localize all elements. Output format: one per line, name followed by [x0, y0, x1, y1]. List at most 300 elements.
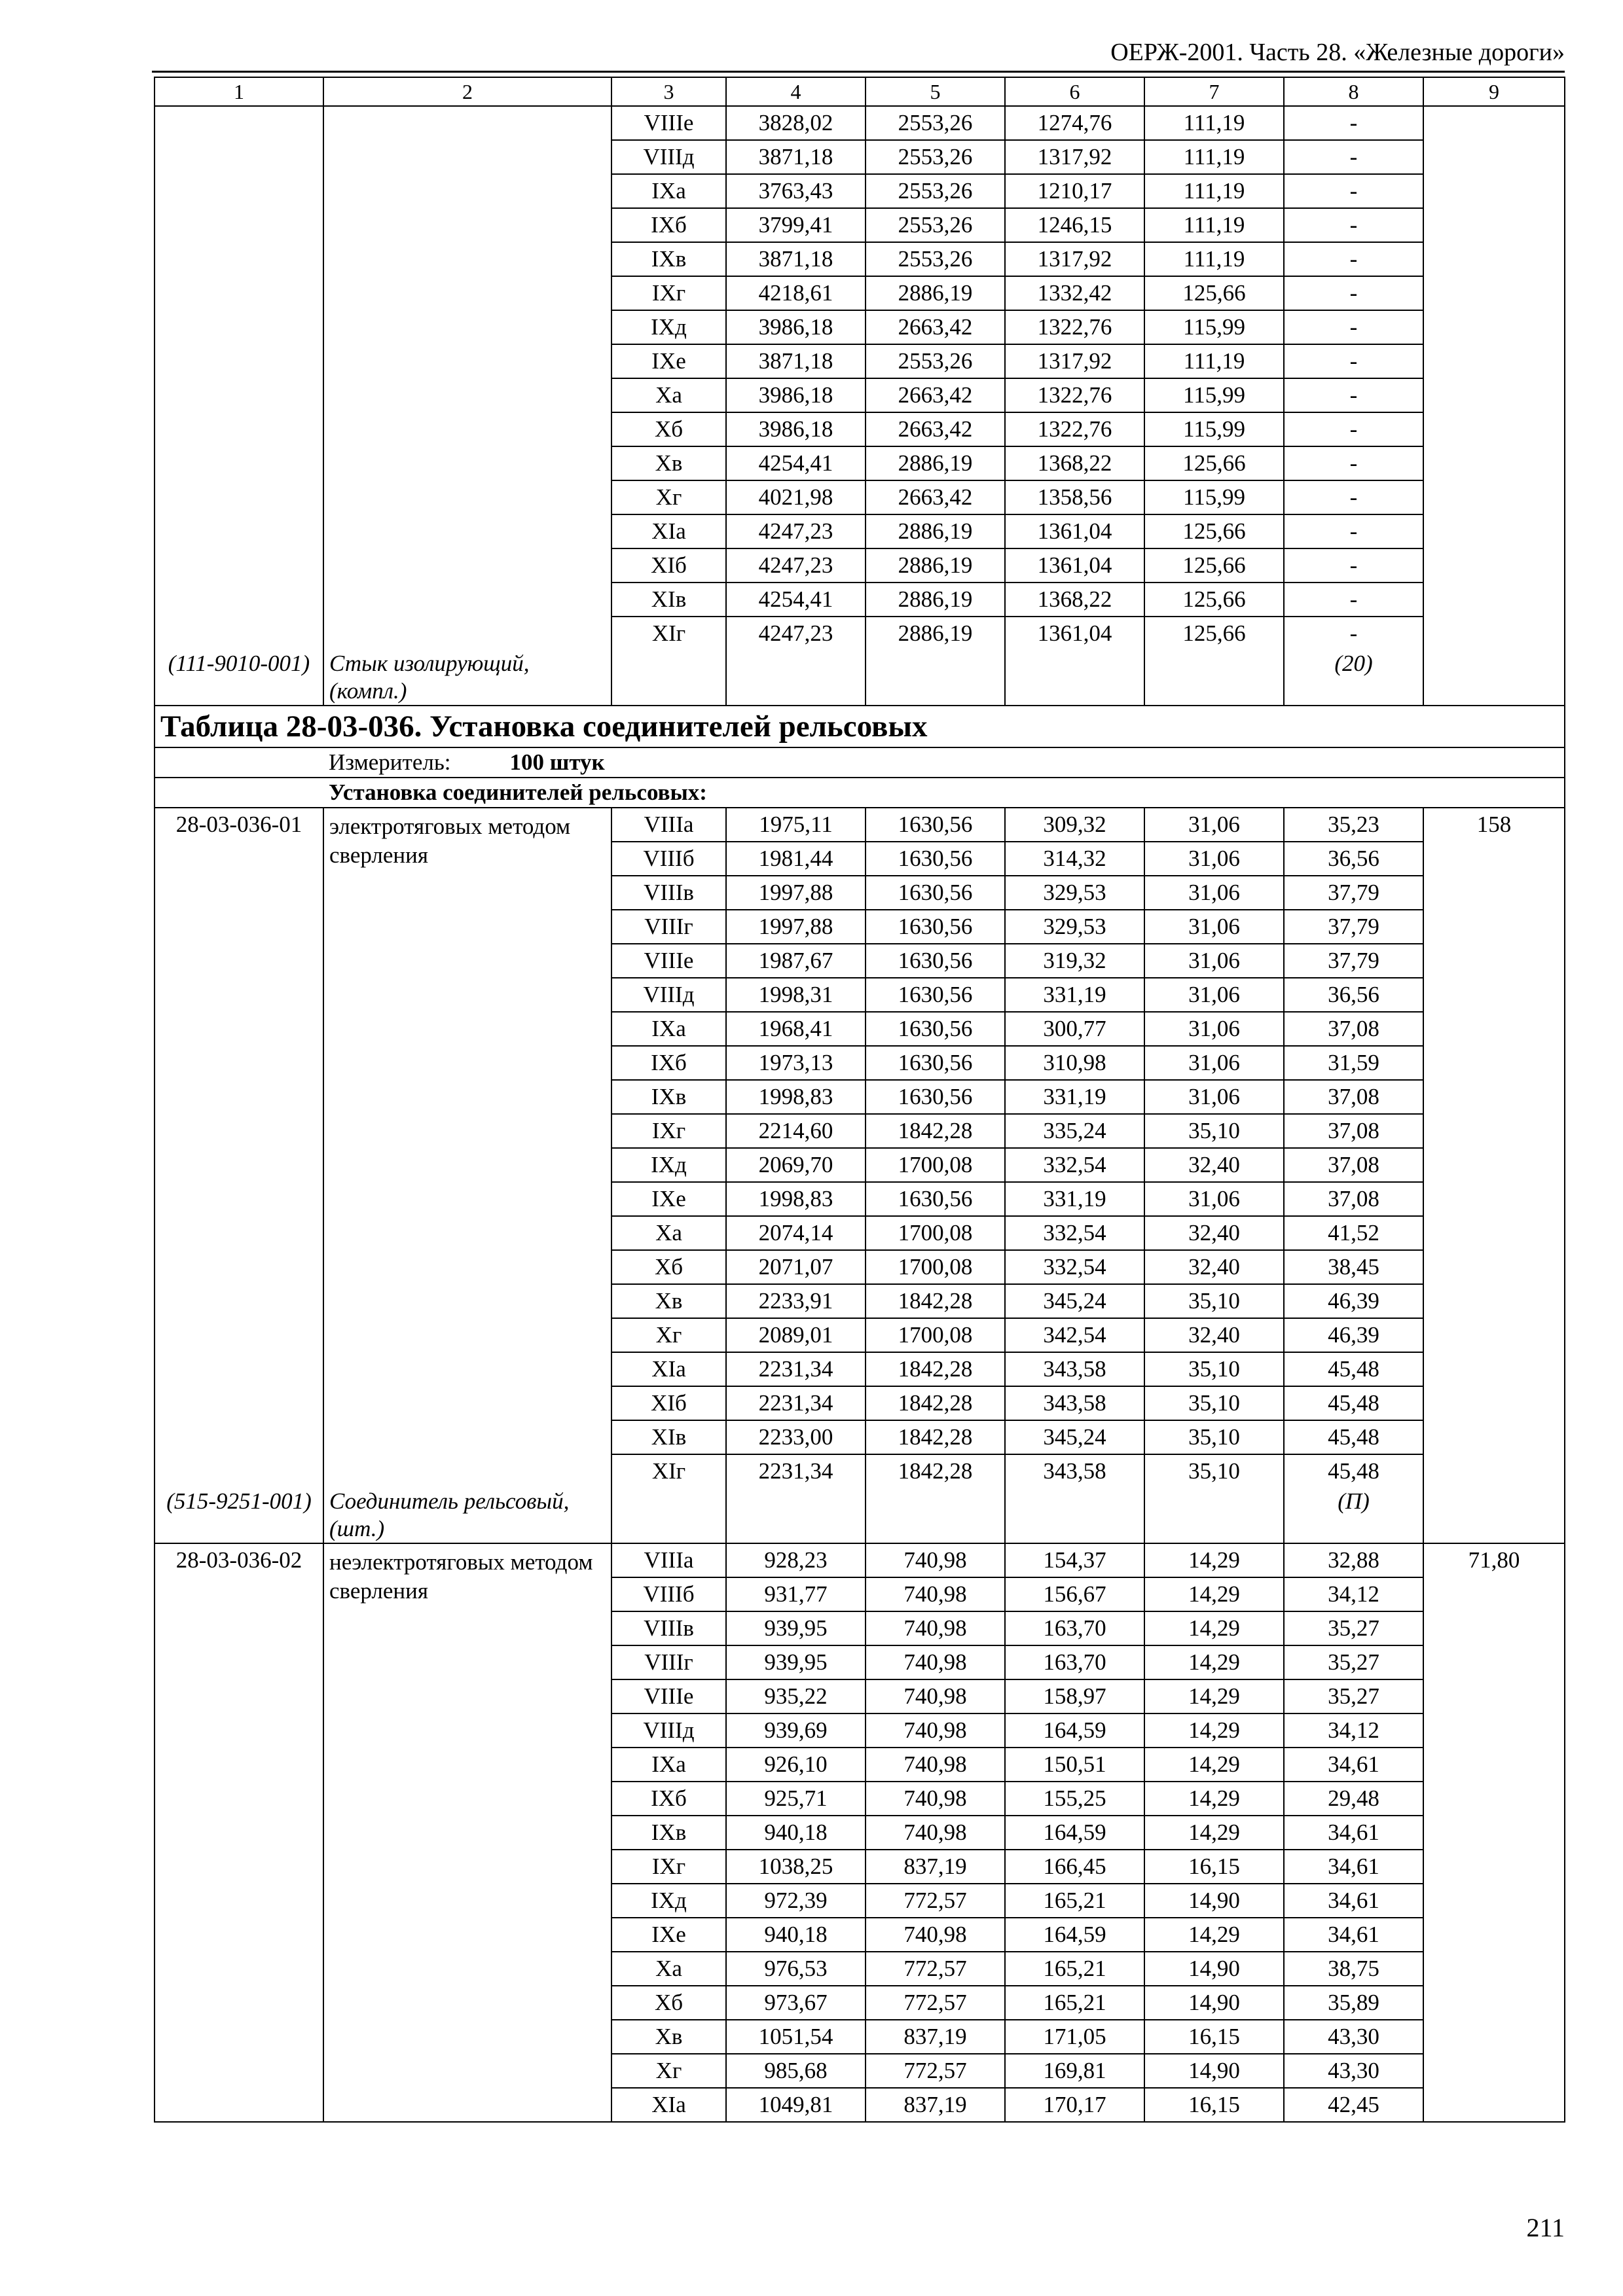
cell-c4: 2074,14	[726, 1216, 866, 1250]
cell-c5: 740,98	[866, 1918, 1005, 1952]
rate-description: неэлектротяговых методом сверления	[323, 1543, 611, 2122]
cell-c7: 14,29	[1144, 1918, 1284, 1952]
cell-c3: IXд	[611, 1884, 726, 1918]
cell-c3: Xг	[611, 480, 726, 514]
cell-c8: -	[1284, 548, 1423, 583]
cell-c7: 16,15	[1144, 2020, 1284, 2054]
column-number: 6	[1005, 77, 1144, 106]
cell-c7: 125,66	[1144, 617, 1284, 650]
cell-c7: 16,15	[1144, 2088, 1284, 2122]
cell-c5: 2553,26	[866, 140, 1005, 174]
cell-c8: 29,48	[1284, 1782, 1423, 1816]
cell-c3: VIIIе	[611, 1679, 726, 1713]
cell-c7: 31,06	[1144, 842, 1284, 876]
empty-cell	[611, 650, 726, 706]
measure-value: 100 штук	[509, 749, 605, 775]
cell-c7: 115,99	[1144, 378, 1284, 412]
table-row	[155, 808, 1565, 842]
cell-c6: 332,54	[1005, 1250, 1144, 1284]
cell-c8: 46,39	[1284, 1284, 1423, 1318]
section-row	[155, 778, 1565, 808]
cell-c7: 14,29	[1144, 1577, 1284, 1611]
cell-c6: 164,59	[1005, 1918, 1144, 1952]
cell-c3: IXд	[611, 1148, 726, 1182]
cell-c4: 3763,43	[726, 174, 866, 208]
cell-c4: 939,95	[726, 1645, 866, 1679]
cell-c8: 37,08	[1284, 1012, 1423, 1046]
cell-c5: 2553,26	[866, 174, 1005, 208]
column-number: 5	[866, 77, 1005, 106]
cell-c7: 31,06	[1144, 1012, 1284, 1046]
cell-c3: XIв	[611, 583, 726, 617]
cell-c4: 973,67	[726, 1986, 866, 2020]
cell-c5: 2886,19	[866, 276, 1005, 310]
measure-row	[155, 747, 1565, 778]
cell-c7: 125,66	[1144, 548, 1284, 583]
cell-c5: 2663,42	[866, 378, 1005, 412]
cell-c7: 14,29	[1144, 1679, 1284, 1713]
cell-c8: -	[1284, 140, 1423, 174]
cell-c3: Xг	[611, 2054, 726, 2088]
cell-c8: 31,59	[1284, 1046, 1423, 1080]
cell-c6: 165,21	[1005, 1952, 1144, 1986]
cell-c4: 3871,18	[726, 344, 866, 378]
cell-c6: 164,59	[1005, 1713, 1144, 1748]
cell-c6: 343,58	[1005, 1352, 1144, 1386]
cell-c8: -	[1284, 310, 1423, 344]
cell-c4: 1051,54	[726, 2020, 866, 2054]
cell-c7: 31,06	[1144, 944, 1284, 978]
cell-c5: 1630,56	[866, 1182, 1005, 1216]
cell-c6: 1358,56	[1005, 480, 1144, 514]
material-name: Стык изолирующий, (компл.)	[323, 650, 611, 706]
cell-c6: 156,67	[1005, 1577, 1144, 1611]
cell-c7: 111,19	[1144, 106, 1284, 140]
cell-c8: -	[1284, 446, 1423, 480]
cell-c7: 115,99	[1144, 480, 1284, 514]
cell-c6: 150,51	[1005, 1748, 1144, 1782]
cell-c6: 314,32	[1005, 842, 1144, 876]
cell-c7: 32,40	[1144, 1216, 1284, 1250]
cell-c4: 2214,60	[726, 1114, 866, 1148]
cell-c6: 310,98	[1005, 1046, 1144, 1080]
cell-c3: XIб	[611, 548, 726, 583]
cell-c7: 115,99	[1144, 310, 1284, 344]
cell-c5: 2553,26	[866, 208, 1005, 242]
rate-code: 28-03-036-01	[155, 808, 323, 1488]
empty-cell	[866, 650, 1005, 706]
cell-c7: 14,90	[1144, 1952, 1284, 1986]
cell-c5: 740,98	[866, 1611, 1005, 1645]
cell-c3: Xа	[611, 378, 726, 412]
code-cell	[155, 106, 323, 650]
cell-c7: 31,06	[1144, 1046, 1284, 1080]
cell-c6: 158,97	[1005, 1679, 1144, 1713]
measure-cell	[323, 747, 1565, 778]
cell-c8: 34,12	[1284, 1713, 1423, 1748]
cell-c4: 3986,18	[726, 310, 866, 344]
cell-c6: 1322,76	[1005, 310, 1144, 344]
cell-c8: 32,88	[1284, 1543, 1423, 1577]
cell-c8: 35,27	[1284, 1679, 1423, 1713]
cell-c8: 45,48	[1284, 1454, 1423, 1488]
cell-c5: 1630,56	[866, 842, 1005, 876]
cell-c4: 3871,18	[726, 140, 866, 174]
cell-c4: 1968,41	[726, 1012, 866, 1046]
cell-c8: 34,61	[1284, 1748, 1423, 1782]
cell-c7: 111,19	[1144, 174, 1284, 208]
cell-c8: 37,79	[1284, 910, 1423, 944]
cell-c3: Xа	[611, 1952, 726, 1986]
section-heading: Установка соединителей рельсовых:	[323, 778, 1565, 808]
cell-c3: VIIIб	[611, 842, 726, 876]
cell-c6: 1368,22	[1005, 446, 1144, 480]
cell-c8: 35,23	[1284, 808, 1423, 842]
cell-c8: 34,61	[1284, 1816, 1423, 1850]
cell-c8: 35,27	[1284, 1645, 1423, 1679]
cell-c5: 1842,28	[866, 1114, 1005, 1148]
cell-c5: 772,57	[866, 1884, 1005, 1918]
cell-c5: 2663,42	[866, 480, 1005, 514]
cell-c4: 1997,88	[726, 910, 866, 944]
empty-cell	[726, 650, 866, 706]
cell-c6: 309,32	[1005, 808, 1144, 842]
cell-c5: 2663,42	[866, 310, 1005, 344]
measure-blank	[155, 747, 323, 778]
cell-c8: 45,48	[1284, 1420, 1423, 1454]
cell-c4: 1975,11	[726, 808, 866, 842]
cell-c3: Xб	[611, 1986, 726, 2020]
cell-c6: 1317,92	[1005, 344, 1144, 378]
cell-c5: 1842,28	[866, 1454, 1005, 1488]
cell-c6: 1332,42	[1005, 276, 1144, 310]
cell-c5: 1700,08	[866, 1250, 1005, 1284]
cell-c6: 343,58	[1005, 1386, 1144, 1420]
cell-c7: 14,29	[1144, 1748, 1284, 1782]
cell-c3: IXб	[611, 1782, 726, 1816]
cell-c3: VIIIг	[611, 910, 726, 944]
cell-c6: 329,53	[1005, 910, 1144, 944]
cell-c5: 1630,56	[866, 808, 1005, 842]
cell-c3: XIа	[611, 514, 726, 548]
cell-c4: 1981,44	[726, 842, 866, 876]
cell-c4: 4247,23	[726, 514, 866, 548]
cell-c8: -	[1284, 514, 1423, 548]
rate-code: 28-03-036-02	[155, 1543, 323, 2122]
cell-c6: 165,21	[1005, 1986, 1144, 2020]
empty-cell	[1144, 650, 1284, 706]
cell-c5: 2553,26	[866, 106, 1005, 140]
column-number: 3	[611, 77, 726, 106]
cell-c3: Xв	[611, 446, 726, 480]
cell-c8: 38,75	[1284, 1952, 1423, 1986]
header-rule	[152, 71, 1565, 73]
cell-c8: 36,56	[1284, 842, 1423, 876]
cell-c4: 931,77	[726, 1577, 866, 1611]
cell-c4: 2089,01	[726, 1318, 866, 1352]
cell-c4: 4218,61	[726, 276, 866, 310]
cell-c7: 14,90	[1144, 1986, 1284, 2020]
cell-c7: 31,06	[1144, 978, 1284, 1012]
cell-c4: 4254,41	[726, 446, 866, 480]
cell-c7: 35,10	[1144, 1420, 1284, 1454]
cell-c6: 300,77	[1005, 1012, 1144, 1046]
cell-c6: 342,54	[1005, 1318, 1144, 1352]
cell-c3: IXг	[611, 1850, 726, 1884]
cell-c9: 158	[1423, 808, 1565, 1543]
cell-c6: 171,05	[1005, 2020, 1144, 2054]
cell-c8: -	[1284, 617, 1423, 650]
cell-c5: 1630,56	[866, 1046, 1005, 1080]
cell-c8: 37,79	[1284, 876, 1423, 910]
cell-c4: 2069,70	[726, 1148, 866, 1182]
cell-c6: 343,58	[1005, 1454, 1144, 1488]
empty-cell	[611, 1488, 726, 1543]
cell-c7: 14,29	[1144, 1782, 1284, 1816]
cell-c8: 34,61	[1284, 1884, 1423, 1918]
cell-c5: 740,98	[866, 1748, 1005, 1782]
cell-c8: 46,39	[1284, 1318, 1423, 1352]
cell-c3: IXв	[611, 1080, 726, 1114]
cell-c8: -	[1284, 480, 1423, 514]
cell-c8: 45,48	[1284, 1386, 1423, 1420]
column-number-row	[155, 77, 1565, 106]
cell-c4: 2231,34	[726, 1454, 866, 1488]
cell-c5: 1630,56	[866, 978, 1005, 1012]
cell-c3: VIIIг	[611, 1645, 726, 1679]
cell-c5: 2886,19	[866, 446, 1005, 480]
cell-c3: IXг	[611, 276, 726, 310]
cell-c3: IXа	[611, 1012, 726, 1046]
cell-c6: 1210,17	[1005, 174, 1144, 208]
cell-c4: 935,22	[726, 1679, 866, 1713]
cell-c3: Xг	[611, 1318, 726, 1352]
column-number: 1	[155, 77, 323, 106]
table-row	[155, 106, 1565, 140]
cell-c3: IXа	[611, 174, 726, 208]
rates-table	[154, 77, 1565, 2123]
cell-c6: 1322,76	[1005, 378, 1144, 412]
cell-c4: 2233,00	[726, 1420, 866, 1454]
cell-c8: 43,30	[1284, 2054, 1423, 2088]
cell-c8: 34,12	[1284, 1577, 1423, 1611]
cell-c6: 1322,76	[1005, 412, 1144, 446]
table-title: Таблица 28-03-036. Установка соединителей рельсовых	[155, 706, 1565, 747]
empty-cell	[1005, 1488, 1144, 1543]
cell-c4: 939,69	[726, 1713, 866, 1748]
cell-c4: 2071,07	[726, 1250, 866, 1284]
cell-c3: IXе	[611, 344, 726, 378]
cell-c4: 1998,83	[726, 1182, 866, 1216]
cell-c3: Xа	[611, 1216, 726, 1250]
column-number: 8	[1284, 77, 1423, 106]
cell-c3: IXе	[611, 1182, 726, 1216]
empty-cell	[1005, 650, 1144, 706]
cell-c5: 740,98	[866, 1713, 1005, 1748]
cell-c8: -	[1284, 106, 1423, 140]
material-row	[155, 650, 1565, 706]
cell-c7: 35,10	[1144, 1352, 1284, 1386]
cell-c8: -	[1284, 344, 1423, 378]
cell-c7: 16,15	[1144, 1850, 1284, 1884]
cell-c8: 34,61	[1284, 1918, 1423, 1952]
cell-c6: 329,53	[1005, 876, 1144, 910]
cell-c3: VIIIе	[611, 944, 726, 978]
cell-c6: 1368,22	[1005, 583, 1144, 617]
cell-c5: 1700,08	[866, 1216, 1005, 1250]
cell-c8: 45,48	[1284, 1352, 1423, 1386]
cell-c3: Xв	[611, 1284, 726, 1318]
cell-c7: 35,10	[1144, 1284, 1284, 1318]
cell-c7: 32,40	[1144, 1148, 1284, 1182]
cell-c3: XIв	[611, 1420, 726, 1454]
cell-c7: 14,90	[1144, 1884, 1284, 1918]
cell-c4: 939,95	[726, 1611, 866, 1645]
cell-c3: XIг	[611, 1454, 726, 1488]
cell-c3: IXе	[611, 1918, 726, 1952]
cell-c6: 345,24	[1005, 1284, 1144, 1318]
cell-c7: 31,06	[1144, 1182, 1284, 1216]
material-code: (111-9010-001)	[155, 650, 323, 706]
cell-c5: 1700,08	[866, 1318, 1005, 1352]
cell-c7: 125,66	[1144, 514, 1284, 548]
cell-c6: 1317,92	[1005, 242, 1144, 276]
material-row	[155, 1488, 1565, 1543]
cell-c4: 972,39	[726, 1884, 866, 1918]
empty-cell	[866, 1488, 1005, 1543]
cell-c6: 1361,04	[1005, 617, 1144, 650]
cell-c7: 125,66	[1144, 276, 1284, 310]
cell-c8: 35,89	[1284, 1986, 1423, 2020]
cell-c7: 14,90	[1144, 2054, 1284, 2088]
cell-c7: 35,10	[1144, 1454, 1284, 1488]
material-name: Соединитель рельсовый, (шт.)	[323, 1488, 611, 1543]
cell-c5: 2663,42	[866, 412, 1005, 446]
cell-c8: 38,45	[1284, 1250, 1423, 1284]
cell-c3: VIIIд	[611, 978, 726, 1012]
cell-c5: 740,98	[866, 1577, 1005, 1611]
cell-c6: 1274,76	[1005, 106, 1144, 140]
desc-cell	[323, 106, 611, 650]
cell-c7: 111,19	[1144, 208, 1284, 242]
cell-c5: 1630,56	[866, 876, 1005, 910]
cell-c6: 166,45	[1005, 1850, 1144, 1884]
cell-c5: 1630,56	[866, 1080, 1005, 1114]
cell-c4: 976,53	[726, 1952, 866, 1986]
cell-c8: 34,61	[1284, 1850, 1423, 1884]
cell-c8: -	[1284, 208, 1423, 242]
material-value: (П)	[1284, 1488, 1423, 1543]
cell-c3: VIIIв	[611, 876, 726, 910]
cell-c4: 4247,23	[726, 617, 866, 650]
cell-c4: 3986,18	[726, 412, 866, 446]
cell-c3: VIIIа	[611, 1543, 726, 1577]
cell-c6: 331,19	[1005, 978, 1144, 1012]
column-number: 7	[1144, 77, 1284, 106]
cell-c8: 43,30	[1284, 2020, 1423, 2054]
cell-c5: 2886,19	[866, 617, 1005, 650]
cell-c6: 1246,15	[1005, 208, 1144, 242]
cell-c6: 319,32	[1005, 944, 1144, 978]
cell-c7: 14,29	[1144, 1645, 1284, 1679]
cell-c8: 35,27	[1284, 1611, 1423, 1645]
cell-c3: IXв	[611, 1816, 726, 1850]
cell-c6: 335,24	[1005, 1114, 1144, 1148]
cell-c5: 1630,56	[866, 910, 1005, 944]
cell-c8: -	[1284, 174, 1423, 208]
cell-c3: IXа	[611, 1748, 726, 1782]
cell-c7: 115,99	[1144, 412, 1284, 446]
empty-cell	[726, 1488, 866, 1543]
measure-label: Измеритель:	[329, 749, 451, 775]
cell-c4: 2231,34	[726, 1352, 866, 1386]
cell-c5: 2886,19	[866, 583, 1005, 617]
cell-c4: 3828,02	[726, 106, 866, 140]
cell-c8: -	[1284, 378, 1423, 412]
material-code: (515-9251-001)	[155, 1488, 323, 1543]
cell-c7: 35,10	[1144, 1114, 1284, 1148]
cell-c5: 1630,56	[866, 1012, 1005, 1046]
cell-c5: 1842,28	[866, 1352, 1005, 1386]
cell-c4: 1038,25	[726, 1850, 866, 1884]
rate-description: электротяговых методом сверления	[323, 808, 611, 1488]
cell-c4: 1998,83	[726, 1080, 866, 1114]
cell-c7: 31,06	[1144, 808, 1284, 842]
cell-c7: 32,40	[1144, 1250, 1284, 1284]
cell-c3: VIIIа	[611, 808, 726, 842]
cell-c6: 163,70	[1005, 1645, 1144, 1679]
column-number: 2	[323, 77, 611, 106]
cell-c5: 2553,26	[866, 344, 1005, 378]
cell-c4: 1987,67	[726, 944, 866, 978]
cell-c5: 740,98	[866, 1816, 1005, 1850]
cell-c4: 1973,13	[726, 1046, 866, 1080]
cell-c4: 1049,81	[726, 2088, 866, 2122]
cell-c7: 111,19	[1144, 242, 1284, 276]
cell-c7: 31,06	[1144, 1080, 1284, 1114]
cell-c6: 164,59	[1005, 1816, 1144, 1850]
cell-c5: 2886,19	[866, 548, 1005, 583]
cell-c3: VIIIе	[611, 106, 726, 140]
cell-c3: Xб	[611, 412, 726, 446]
cell-c8: 37,08	[1284, 1148, 1423, 1182]
cell-c3: VIIIд	[611, 1713, 726, 1748]
cell-c5: 1700,08	[866, 1148, 1005, 1182]
cell-c8: 36,56	[1284, 978, 1423, 1012]
running-header: ОЕРЖ-2001. Часть 28. «Железные дороги»	[1110, 39, 1565, 66]
cell-c4: 940,18	[726, 1918, 866, 1952]
cell-c4: 940,18	[726, 1816, 866, 1850]
cell-c4: 1998,31	[726, 978, 866, 1012]
cell-c5: 772,57	[866, 1952, 1005, 1986]
page-number: 211	[1526, 2213, 1565, 2242]
cell-c3: VIIIд	[611, 140, 726, 174]
cell-c8: 37,08	[1284, 1114, 1423, 1148]
cell-c4: 2231,34	[726, 1386, 866, 1420]
cell-c7: 31,06	[1144, 910, 1284, 944]
table-row	[155, 1543, 1565, 1577]
cell-c5: 740,98	[866, 1645, 1005, 1679]
cell-c7: 111,19	[1144, 344, 1284, 378]
cell-c7: 14,29	[1144, 1816, 1284, 1850]
cell-c6: 332,54	[1005, 1216, 1144, 1250]
cell-c6: 1361,04	[1005, 548, 1144, 583]
cell-c8: -	[1284, 242, 1423, 276]
cell-c8: 37,08	[1284, 1182, 1423, 1216]
cell-c7: 111,19	[1144, 140, 1284, 174]
cell-c4: 4254,41	[726, 583, 866, 617]
cell-c6: 170,17	[1005, 2088, 1144, 2122]
